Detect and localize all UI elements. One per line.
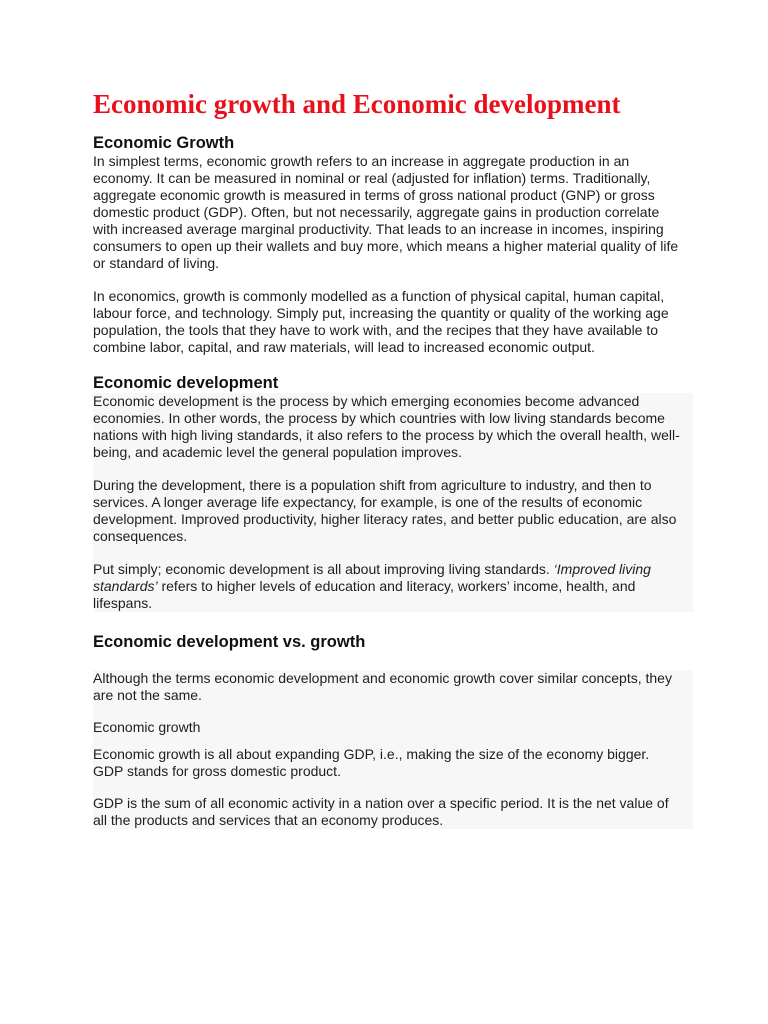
document-page (93, 86, 683, 829)
living-standards-emphasis: ‘Improved living standards’ (93, 561, 651, 594)
subheading-economic-growth: Economic growth (93, 719, 201, 735)
living-standards-text-start: Put simply; economic development is all about improving living standards. (93, 561, 554, 577)
paragraph-gdp-definition: GDP is the sum of all economic activity in a nation over a specific period. It is the net value of all the products and services that an economy produces. (93, 795, 669, 828)
comparison-text-block (93, 670, 693, 829)
document-title: Economic growth and Economic development (93, 89, 621, 119)
paragraph-development-shift: During the development, there is a population shift from agriculture to industry, and then to services. A longer average life expectancy, for example, is one of the results of economic development. Improved productivity, higher literacy rates, and better public education, are also consequences. (93, 477, 677, 544)
heading-economic-development: Economic development (93, 374, 279, 392)
section-economic-growth (93, 133, 683, 356)
living-standards-text-end: refers to higher levels of education and literacy, workers’ income, health, and lifespans. (93, 578, 636, 611)
section-economic-development (93, 373, 683, 612)
heading-development-vs-growth: Economic development vs. growth (93, 633, 366, 651)
heading-economic-growth: Economic Growth (93, 134, 235, 152)
section-development-vs-growth (93, 632, 683, 829)
paragraph-development-definition: Economic development is the process by which emerging economies become advanced economies. In other words, the process by which countries with low living standards become nations with high living standards, it also refers to the process by which the overall health, well-being, and academic level the general population improves. (93, 393, 680, 460)
paragraph-growth-model: In economics, growth is commonly modelled as a function of physical capital, human capital, labour force, and technology. Simply put, increasing the quantity or quality of the working age population, the tools that they have to work with, and the recipes that they have available to combine labor, capital, and raw materials, will lead to increased economic output. (93, 288, 669, 355)
paragraph-expanding-gdp: Economic growth is all about expanding GDP, i.e., making the size of the economy bigger. GDP stands for gross domestic product. (93, 746, 650, 779)
development-text-block (93, 393, 693, 612)
paragraph-not-the-same: Although the terms economic development and economic growth cover similar concepts, they are not the same. (93, 670, 672, 703)
paragraph-growth-definition: In simplest terms, economic growth refers to an increase in aggregate production in an economy. It can be measured in nominal or real (adjusted for inflation) terms. Traditionally, aggregate economic growth is measured in terms of gross national product (GNP) or gross domestic product (GDP). Often, but not necessarily, aggregate gains in production correlate with increased average marginal productivity. That leads to an increase in incomes, inspiring consumers to open up their wallets and buy more, which means a higher material quality of life or standard of living. (93, 153, 679, 271)
paragraph-living-standards (93, 561, 683, 612)
